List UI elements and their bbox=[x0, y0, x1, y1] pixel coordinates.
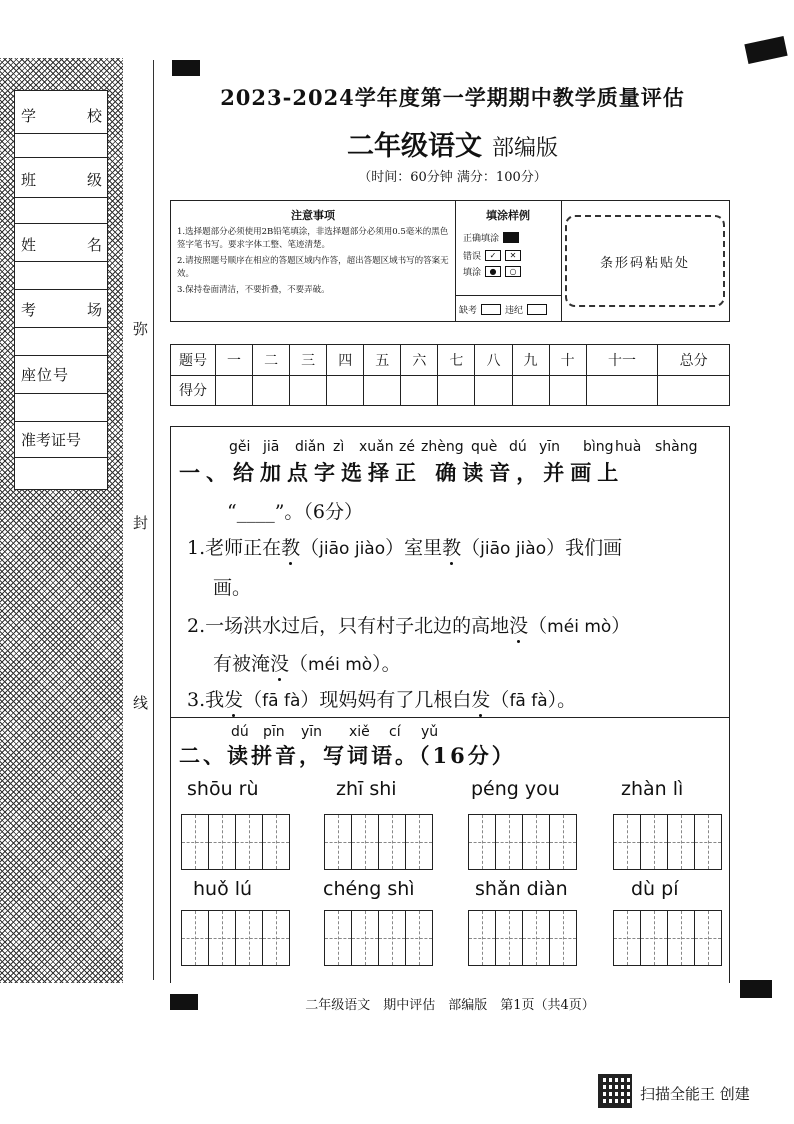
registration-mark-bottom-right bbox=[740, 980, 772, 998]
dotted-char: 没 bbox=[270, 653, 290, 675]
score-label: 题号 bbox=[171, 345, 216, 376]
q1-item-2-cont: 有被淹没（méi mò）。 bbox=[213, 653, 401, 675]
grade-subject: 二年级语文 bbox=[346, 131, 482, 162]
tian-cell[interactable] bbox=[640, 910, 668, 966]
notice-title: 注意事项 bbox=[291, 209, 335, 222]
score-header-cell: 五 bbox=[364, 345, 401, 376]
seal-char-1: 弥 bbox=[133, 320, 149, 338]
tian-cell[interactable] bbox=[694, 814, 722, 870]
pinyin-choice[interactable]: fā fà bbox=[262, 691, 301, 711]
tian-cell[interactable] bbox=[667, 910, 695, 966]
info-divider bbox=[15, 197, 107, 198]
word-pinyin: shōu rù bbox=[187, 778, 259, 800]
score-header-cell: 八 bbox=[475, 345, 512, 376]
dotted-char: 教 bbox=[281, 537, 301, 559]
info-divider bbox=[15, 261, 107, 262]
absent-violation-row: 缺考 违纪 bbox=[459, 303, 547, 316]
info-divider bbox=[15, 289, 107, 290]
score-cell[interactable] bbox=[475, 375, 512, 406]
tian-cell[interactable] bbox=[405, 910, 433, 966]
tian-cell[interactable] bbox=[495, 814, 523, 870]
tian-cell[interactable] bbox=[640, 814, 668, 870]
barcode-area: 条形码粘贴处 bbox=[565, 215, 725, 307]
writing-grid[interactable] bbox=[181, 910, 290, 966]
word-pinyin: zhàn lì bbox=[621, 778, 684, 800]
writing-grid[interactable] bbox=[613, 814, 722, 870]
score-header-cell: 二 bbox=[253, 345, 290, 376]
pinyin-choice[interactable]: jiāo jiào bbox=[319, 539, 386, 559]
info-divider bbox=[15, 327, 107, 328]
writing-grid[interactable] bbox=[324, 814, 433, 870]
tian-cell[interactable] bbox=[208, 814, 236, 870]
score-cell[interactable] bbox=[290, 375, 327, 406]
q1-heading: 一、给加点字选择正 确读音，并画上 bbox=[179, 460, 625, 485]
info-divider bbox=[15, 133, 107, 134]
info-school: 学 校 bbox=[21, 107, 103, 125]
dotted-char: 发 bbox=[224, 689, 244, 711]
q1-heading-2: “____”。（6分） bbox=[227, 501, 364, 523]
seal-char-3: 线 bbox=[133, 694, 149, 712]
score-cell[interactable] bbox=[327, 375, 364, 406]
word-pinyin: chéng shì bbox=[323, 878, 415, 900]
word-pinyin: péng you bbox=[471, 778, 560, 800]
sample-correct: 正确填涂 bbox=[463, 231, 519, 244]
writing-grid[interactable] bbox=[613, 910, 722, 966]
qr-code-icon bbox=[598, 1074, 632, 1108]
tian-cell[interactable] bbox=[522, 910, 550, 966]
score-header-cell: 四 bbox=[327, 345, 364, 376]
score-header-cell: 六 bbox=[401, 345, 438, 376]
exam-subtitle bbox=[175, 124, 730, 163]
score-cell[interactable] bbox=[512, 375, 549, 406]
pinyin-choice[interactable]: fā fà bbox=[509, 691, 548, 711]
pinyin-choice[interactable]: jiāo jiào bbox=[480, 539, 547, 559]
score-cell[interactable] bbox=[253, 375, 290, 406]
question-1-section: gěi jiā diǎn zì xuǎn zé zhèng què dú yīn bìng huà shàng 一、给加点字选择正 确读音，并画上 “____”。（6分） 1.老师正在教（jiāo jiào）室里教（jiāo jiào）我们画 画。 2.一场洪水过后，只有村子北边的高地没（méi mò） 有被淹没（méi mò）。 3.我发（fā fà）现妈妈有了几根白发（fā fà）。 bbox=[170, 426, 730, 718]
score-header-cell: 一 bbox=[216, 345, 253, 376]
time-info: （时间：60分钟 满分：100分） bbox=[358, 170, 547, 185]
dotted-char: 发 bbox=[471, 689, 491, 711]
score-value-row bbox=[171, 375, 730, 406]
q2-heading: 二、读拼音，写词语。（16分） bbox=[179, 743, 516, 768]
info-divider bbox=[15, 457, 107, 458]
tian-cell[interactable] bbox=[235, 814, 263, 870]
tian-cell[interactable] bbox=[181, 910, 209, 966]
tian-cell[interactable] bbox=[324, 910, 352, 966]
q1-item-3: 3.我发（fā fà）现妈妈有了几根白发（fā fà）。 bbox=[187, 689, 577, 711]
tian-cell[interactable] bbox=[667, 814, 695, 870]
tian-cell[interactable] bbox=[378, 814, 406, 870]
student-info-box bbox=[14, 90, 108, 490]
info-divider bbox=[15, 355, 107, 356]
score-header-cell: 十 bbox=[549, 345, 586, 376]
score-header-cell: 三 bbox=[290, 345, 327, 376]
tian-cell[interactable] bbox=[181, 814, 209, 870]
absent-checkbox[interactable] bbox=[481, 304, 501, 315]
tian-cell[interactable] bbox=[351, 814, 379, 870]
writing-grid[interactable] bbox=[181, 814, 290, 870]
score-cell[interactable] bbox=[586, 375, 658, 406]
score-cell[interactable] bbox=[549, 375, 586, 406]
sample-column bbox=[455, 201, 562, 321]
info-admission-number: 准考证号 bbox=[21, 431, 82, 449]
tian-cell[interactable] bbox=[351, 910, 379, 966]
tian-cell[interactable] bbox=[262, 910, 290, 966]
tian-cell[interactable] bbox=[522, 814, 550, 870]
exam-title: 2023-2024学年度第一学期期中教学质量评估 bbox=[220, 85, 685, 110]
score-label: 得分 bbox=[171, 375, 216, 406]
tian-cell[interactable] bbox=[235, 910, 263, 966]
info-divider bbox=[15, 393, 107, 394]
seal-char-2: 封 bbox=[133, 514, 149, 532]
word-pinyin: dù pí bbox=[631, 878, 679, 900]
score-header-row bbox=[171, 345, 730, 376]
q1-item-1-cont: 画。 bbox=[213, 577, 252, 599]
word-pinyin: huǒ lú bbox=[193, 878, 253, 900]
q1-item-1: 1.老师正在教（jiāo jiào）室里教（jiāo jiào）我们画 bbox=[187, 537, 623, 559]
info-divider bbox=[15, 157, 107, 158]
pinyin-choice[interactable]: méi mò bbox=[308, 655, 373, 675]
score-cell[interactable] bbox=[216, 375, 253, 406]
score-cell[interactable] bbox=[364, 375, 401, 406]
violation-checkbox[interactable] bbox=[527, 304, 547, 315]
dot-mark-icon: ● bbox=[485, 266, 501, 277]
writing-grid[interactable] bbox=[324, 910, 433, 966]
sample-title: 填涂样例 bbox=[486, 209, 530, 222]
tian-cell[interactable] bbox=[613, 814, 641, 870]
tian-cell[interactable] bbox=[694, 910, 722, 966]
filled-box-icon bbox=[503, 232, 519, 243]
notice-item-1: 1.选择题部分必须使用2B铅笔填涂，非选择题部分必须用0.5毫米的黑色签字笔书写。要求字体工整、笔迹清楚。 bbox=[177, 227, 449, 250]
info-exam-room: 考 场 bbox=[21, 301, 103, 319]
info-name: 姓 名 bbox=[21, 236, 103, 254]
score-cell[interactable] bbox=[658, 375, 730, 406]
cross-mark-icon: ✕ bbox=[505, 250, 521, 261]
word-pinyin: zhī shi bbox=[336, 778, 397, 800]
notice-column bbox=[171, 201, 456, 321]
sample-divider bbox=[455, 295, 561, 296]
registration-mark-top-left bbox=[172, 60, 200, 76]
pinyin-choice[interactable]: méi mò bbox=[547, 617, 612, 637]
tian-cell[interactable] bbox=[613, 910, 641, 966]
info-divider bbox=[15, 421, 107, 422]
registration-mark-top-right bbox=[744, 36, 787, 64]
tian-cell[interactable] bbox=[405, 814, 433, 870]
notice-item-3: 3.保持卷面清洁，不要折叠，不要弄破。 bbox=[177, 285, 330, 295]
writing-grid[interactable] bbox=[468, 814, 577, 870]
notice-box bbox=[170, 200, 730, 322]
page-footer: 二年级语文 期中评估 部编版 第1页（共4页） bbox=[305, 998, 595, 1013]
scanner-brand: 扫描全能王 创建 bbox=[640, 1085, 750, 1103]
score-header-cell: 九 bbox=[512, 345, 549, 376]
score-header-cell: 十一 bbox=[586, 345, 658, 376]
sample-wrong-2: 填涂 ● ○ bbox=[463, 265, 521, 278]
tian-cell[interactable] bbox=[468, 910, 496, 966]
info-divider bbox=[15, 223, 107, 224]
sample-wrong-1: 错误 ✓ ✕ bbox=[463, 249, 521, 262]
tian-cell[interactable] bbox=[468, 814, 496, 870]
score-cell[interactable] bbox=[401, 375, 438, 406]
notice-item-2: 2.请按照题号顺序在相应的答题区域内作答，超出答题区域书写的答案无效。 bbox=[177, 256, 449, 279]
circle-mark-icon: ○ bbox=[505, 266, 521, 277]
tian-cell[interactable] bbox=[324, 814, 352, 870]
tian-cell[interactable] bbox=[378, 910, 406, 966]
check-mark-icon: ✓ bbox=[485, 250, 501, 261]
score-header-cell: 七 bbox=[438, 345, 475, 376]
tian-cell[interactable] bbox=[495, 910, 523, 966]
info-class: 班 级 bbox=[21, 171, 103, 189]
score-table bbox=[170, 344, 730, 406]
q1-item-2: 2.一场洪水过后，只有村子北边的高地没（méi mò） bbox=[187, 615, 631, 637]
score-cell[interactable] bbox=[438, 375, 475, 406]
seal-line bbox=[153, 60, 154, 980]
question-2-section: dú pīn yīn xiě cí yǔ 二、读拼音，写词语。（16分） shōu rù zhī shi péng you zhàn lì huǒ lú chéng shì shǎn diàn dù pí bbox=[170, 717, 730, 983]
dotted-char: 没 bbox=[509, 615, 529, 637]
score-header-cell: 总分 bbox=[658, 345, 730, 376]
dotted-char: 教 bbox=[442, 537, 462, 559]
tian-cell[interactable] bbox=[262, 814, 290, 870]
word-pinyin: shǎn diàn bbox=[475, 878, 568, 900]
edition-label: 部编版 bbox=[491, 136, 558, 161]
tian-cell[interactable] bbox=[549, 814, 577, 870]
info-seat-number: 座位号 bbox=[21, 366, 70, 384]
tian-cell[interactable] bbox=[208, 910, 236, 966]
tian-cell[interactable] bbox=[549, 910, 577, 966]
writing-grid[interactable] bbox=[468, 910, 577, 966]
